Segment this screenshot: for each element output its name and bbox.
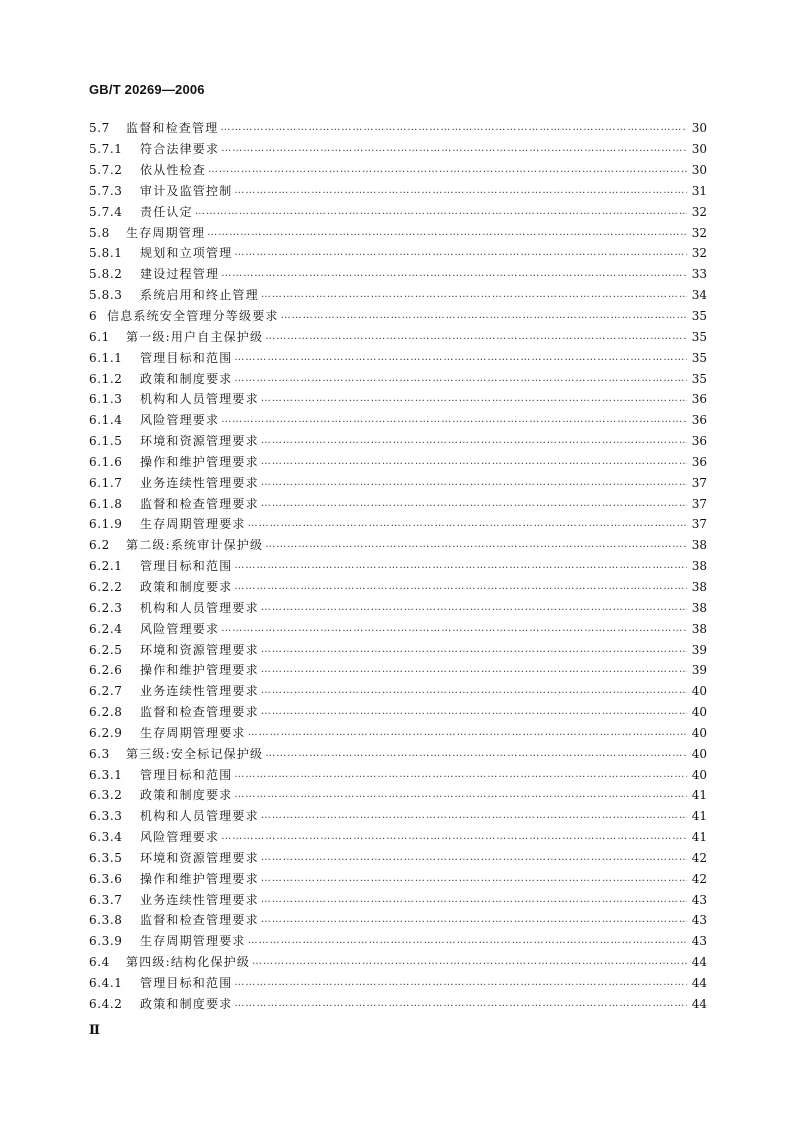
toc-entry-page: 36	[691, 454, 707, 469]
toc-entry-number: 5.8.2	[89, 267, 123, 282]
toc-entry-number: 6.3.3	[89, 809, 123, 824]
toc-leader-dots	[248, 514, 687, 534]
toc-leader-dots	[261, 494, 687, 514]
toc-entry[interactable]	[89, 160, 707, 181]
toc-entry[interactable]	[89, 493, 707, 514]
toc-entry-title: 风险管理要求	[140, 830, 220, 845]
toc-entry-number: 6.2.4	[89, 621, 123, 636]
toc-entry-page: 40	[691, 746, 707, 761]
toc-entry-title: 第三级:安全标记保护级	[126, 746, 264, 761]
toc-entry[interactable]	[89, 389, 707, 410]
toc-entry-number: 6.3	[89, 746, 110, 761]
toc-leader-dots	[265, 744, 687, 764]
toc-leader-dots	[261, 640, 687, 660]
toc-entry-number: 6.2.8	[89, 705, 123, 720]
toc-entry-title: 监督和检查管理要求	[140, 705, 259, 720]
toc-entry-page: 43	[691, 892, 707, 907]
toc-entry-page: 37	[691, 496, 707, 511]
toc-entry-page: 40	[691, 725, 707, 740]
toc-leader-dots	[234, 556, 687, 576]
toc-leader-dots	[261, 890, 687, 910]
toc-entry[interactable]	[89, 285, 707, 306]
toc-entry-title: 管理目标和范围	[140, 767, 233, 782]
toc-leader-dots	[261, 869, 687, 889]
toc-entry-title: 风险管理要求	[140, 621, 220, 636]
toc-entry[interactable]	[89, 660, 707, 681]
toc-leader-dots	[234, 973, 687, 993]
toc-entry-number: 6.4.1	[89, 976, 123, 991]
toc-entry-title: 管理目标和范围	[140, 350, 233, 365]
toc-entry-number: 6.3.6	[89, 871, 123, 886]
toc-entry[interactable]	[89, 889, 707, 910]
toc-entry-number: 6.1.9	[89, 517, 123, 532]
toc-entry-number: 6.2.9	[89, 725, 123, 740]
toc-entry[interactable]	[89, 222, 707, 243]
toc-entry-title: 环境和资源管理要求	[140, 642, 259, 657]
toc-leader-dots	[195, 202, 687, 222]
toc-entry[interactable]	[89, 514, 707, 535]
toc-entry[interactable]	[89, 910, 707, 931]
toc-entry-page: 38	[691, 559, 707, 574]
toc-entry[interactable]	[89, 431, 707, 452]
toc-entry[interactable]	[89, 326, 707, 347]
toc-entry-page: 30	[691, 163, 707, 178]
toc-entry-number: 6.2.5	[89, 642, 123, 657]
toc-entry-title: 环境和资源管理要求	[140, 434, 259, 449]
toc-entry[interactable]	[89, 410, 707, 431]
toc-entry-title: 操作和维护管理要求	[140, 871, 259, 886]
toc-entry[interactable]	[89, 806, 707, 827]
toc-entry-number: 6.2.6	[89, 663, 123, 678]
toc-leader-dots	[261, 285, 687, 305]
toc-entry-title: 业务连续性管理要求	[140, 892, 259, 907]
toc-leader-dots	[261, 848, 687, 868]
toc-entry-page: 38	[691, 579, 707, 594]
toc-entry-title: 责任认定	[140, 204, 193, 219]
toc-leader-dots	[234, 994, 687, 1014]
toc-leader-dots	[261, 431, 687, 451]
toc-entry-title: 生存周期管理要求	[140, 725, 246, 740]
toc-entry-page: 36	[691, 434, 707, 449]
toc-entry[interactable]	[89, 848, 707, 869]
toc-leader-dots	[252, 952, 687, 972]
toc-entry-title: 第二级:系统审计保护级	[126, 538, 264, 553]
toc-entry-page: 41	[691, 788, 707, 803]
toc-leader-dots	[221, 410, 687, 430]
toc-entry[interactable]	[89, 472, 707, 493]
toc-entry-title: 第一级:用户自主保护级	[126, 329, 264, 344]
toc-entry-title: 建设过程管理	[140, 267, 220, 282]
toc-leader-dots	[261, 681, 687, 701]
toc-entry-number: 6.3.8	[89, 913, 123, 928]
toc-entry-title: 监督和检查管理要求	[140, 496, 259, 511]
toc-entry-page: 35	[691, 329, 707, 344]
toc-entry-title: 机构和人员管理要求	[140, 392, 259, 407]
toc-entry-page: 41	[691, 809, 707, 824]
toc-entry[interactable]	[89, 993, 707, 1014]
toc-leader-dots	[261, 473, 687, 493]
toc-entry-number: 6.1.3	[89, 392, 123, 407]
toc-entry[interactable]	[89, 139, 707, 160]
toc-entry-title: 业务连续性管理要求	[140, 475, 259, 490]
toc-entry-title: 政策和制度要求	[140, 788, 233, 803]
toc-entry-page: 42	[691, 871, 707, 886]
toc-entry-page: 42	[691, 850, 707, 865]
toc-entry-page: 32	[691, 246, 707, 261]
toc-entry-title: 操作和维护管理要求	[140, 454, 259, 469]
toc-leader-dots	[248, 723, 687, 743]
toc-entry-page: 37	[691, 517, 707, 532]
toc-entry-title: 监督和检查管理	[126, 121, 219, 136]
toc-entry-number: 6.1.1	[89, 350, 123, 365]
toc-entry-number: 6.1.2	[89, 371, 123, 386]
toc-entry-number: 6.4	[89, 955, 110, 970]
toc-entry-number: 6.3.7	[89, 892, 123, 907]
toc-entry-number: 5.7.3	[89, 183, 123, 198]
toc-leader-dots	[234, 348, 687, 368]
toc-entry-page: 36	[691, 413, 707, 428]
toc-entry-title: 审计及监管控制	[140, 183, 233, 198]
toc-entry[interactable]	[89, 827, 707, 848]
toc-entry[interactable]	[89, 201, 707, 222]
toc-entry[interactable]	[89, 973, 707, 994]
toc-leader-dots	[234, 181, 687, 201]
toc-entry-page: 30	[691, 121, 707, 136]
toc-entry-page: 38	[691, 621, 707, 636]
toc-entry[interactable]	[89, 618, 707, 639]
toc-leader-dots	[221, 827, 687, 847]
toc-entry-page: 40	[691, 684, 707, 699]
toc-entry[interactable]	[89, 306, 707, 327]
toc-entry-title: 信息系统安全管理分等级要求	[107, 309, 279, 324]
toc-entry-page: 38	[691, 600, 707, 615]
toc-entry-number: 5.7.1	[89, 142, 123, 157]
toc-entry-page: 43	[691, 913, 707, 928]
toc-entry[interactable]	[89, 785, 707, 806]
toc-entry-number: 6.3.4	[89, 830, 123, 845]
toc-entry-page: 40	[691, 767, 707, 782]
toc-entry[interactable]	[89, 556, 707, 577]
toc-entry-page: 41	[691, 830, 707, 845]
toc-entry[interactable]	[89, 764, 707, 785]
toc-entry-title: 生存周期管理要求	[140, 934, 246, 949]
toc-entry-title: 机构和人员管理要求	[140, 600, 259, 615]
toc-entry-page: 32	[691, 204, 707, 219]
toc-entry-number: 6.2.1	[89, 559, 123, 574]
toc-entry[interactable]	[89, 639, 707, 660]
toc-entry-title: 生存周期管理要求	[140, 517, 246, 532]
toc-entry-page: 38	[691, 538, 707, 553]
toc-entry-page: 31	[691, 183, 707, 198]
toc-entry-title: 规划和立项管理	[140, 246, 233, 261]
toc-entry-number: 6.2.3	[89, 600, 123, 615]
toc-entry-number: 6.1.8	[89, 496, 123, 511]
toc-entry-page: 37	[691, 475, 707, 490]
toc-leader-dots	[234, 785, 687, 805]
toc-leader-dots	[265, 327, 687, 347]
toc-entry-number: 6.3.2	[89, 788, 123, 803]
toc-leader-dots	[207, 223, 687, 243]
toc-entry-page: 36	[691, 392, 707, 407]
toc-entry-title: 环境和资源管理要求	[140, 850, 259, 865]
toc-entry[interactable]	[89, 597, 707, 618]
toc-entry-title: 业务连续性管理要求	[140, 684, 259, 699]
toc-entry-title: 风险管理要求	[140, 413, 220, 428]
toc-entry-page: 35	[691, 371, 707, 386]
toc-entry[interactable]	[89, 243, 707, 264]
toc-entry-number: 6.1.6	[89, 454, 123, 469]
toc-entry-number: 5.7.2	[89, 163, 123, 178]
toc-entry[interactable]	[89, 181, 707, 202]
toc-entry-number: 6.2.2	[89, 579, 123, 594]
toc-entry-page: 35	[691, 350, 707, 365]
toc-entry-title: 系统启用和终止管理	[140, 288, 259, 303]
toc-entry-number: 6.1.4	[89, 413, 123, 428]
toc-entry-title: 政策和制度要求	[140, 996, 233, 1011]
toc-entry-number: 6	[89, 309, 98, 324]
toc-entry-title: 管理目标和范围	[140, 976, 233, 991]
toc-entry-title: 监督和检查管理要求	[140, 913, 259, 928]
toc-entry[interactable]	[89, 743, 707, 764]
toc-leader-dots	[261, 910, 687, 930]
toc-entry-title: 生存周期管理	[126, 225, 206, 240]
toc-leader-dots	[261, 702, 687, 722]
toc-entry-page: 35	[691, 309, 707, 324]
toc-entry-page: 33	[691, 267, 707, 282]
toc-entry-page: 30	[691, 142, 707, 157]
toc-entry[interactable]	[89, 702, 707, 723]
toc-entry[interactable]	[89, 681, 707, 702]
toc-leader-dots	[234, 369, 687, 389]
toc-entry-page: 40	[691, 705, 707, 720]
toc-leader-dots	[221, 264, 687, 284]
toc-entry-number: 6.2	[89, 538, 110, 553]
toc-leader-dots	[221, 139, 687, 159]
toc-leader-dots	[234, 243, 687, 263]
toc-entry[interactable]	[89, 722, 707, 743]
toc-entry[interactable]	[89, 931, 707, 952]
toc-leader-dots	[234, 765, 687, 785]
toc-entry-title: 机构和人员管理要求	[140, 809, 259, 824]
toc-entry[interactable]	[89, 452, 707, 473]
toc-leader-dots	[221, 619, 687, 639]
toc-entry-number: 6.3.5	[89, 850, 123, 865]
toc-entry[interactable]	[89, 264, 707, 285]
toc-entry-title: 依从性检查	[140, 163, 207, 178]
toc-leader-dots	[261, 660, 687, 680]
document-code-header: GB/T 20269—2006	[89, 82, 205, 97]
toc-entry[interactable]	[89, 535, 707, 556]
toc-leader-dots	[261, 389, 687, 409]
toc-entry-page: 32	[691, 225, 707, 240]
toc-entry-number: 5.7	[89, 121, 110, 136]
toc-entry-number: 5.7.4	[89, 204, 123, 219]
toc-leader-dots	[261, 452, 687, 472]
toc-leader-dots	[261, 598, 687, 618]
toc-entry-page: 39	[691, 663, 707, 678]
toc-entry-page: 43	[691, 934, 707, 949]
toc-entry-page: 44	[691, 955, 707, 970]
toc-entry-number: 6.1.7	[89, 475, 123, 490]
toc-entry-number: 5.8.3	[89, 288, 123, 303]
toc-entry[interactable]	[89, 347, 707, 368]
toc-entry-number: 6.1	[89, 329, 110, 344]
toc-entry-number: 6.4.2	[89, 996, 123, 1011]
toc-entry-page: 44	[691, 976, 707, 991]
toc-entry-title: 政策和制度要求	[140, 579, 233, 594]
toc-entry[interactable]	[89, 118, 707, 139]
toc-entry-title: 第四级:结构化保护级	[126, 955, 251, 970]
toc-entry-page: 34	[691, 288, 707, 303]
toc-leader-dots	[281, 306, 687, 326]
toc-entry-title: 操作和维护管理要求	[140, 663, 259, 678]
toc-entry-number: 5.8	[89, 225, 110, 240]
toc-entry-number: 5.8.1	[89, 246, 123, 261]
toc-entry-title: 符合法律要求	[140, 142, 220, 157]
toc-entry-number: 6.3.9	[89, 934, 123, 949]
toc-leader-dots	[265, 535, 687, 555]
toc-leader-dots	[220, 118, 687, 138]
toc-entry-page: 39	[691, 642, 707, 657]
toc-entry[interactable]	[89, 368, 707, 389]
toc-leader-dots	[261, 806, 687, 826]
toc-leader-dots	[248, 931, 687, 951]
toc-entry[interactable]	[89, 868, 707, 889]
table-of-contents	[89, 118, 707, 1014]
toc-leader-dots	[234, 577, 687, 597]
page-number-footer: Ⅱ	[89, 1022, 100, 1037]
toc-entry-title: 政策和制度要求	[140, 371, 233, 386]
toc-leader-dots	[208, 160, 687, 180]
toc-entry-number: 6.3.1	[89, 767, 123, 782]
toc-entry-title: 管理目标和范围	[140, 559, 233, 574]
toc-entry[interactable]	[89, 577, 707, 598]
toc-entry-number: 6.2.7	[89, 684, 123, 699]
toc-entry-number: 6.1.5	[89, 434, 123, 449]
toc-entry-page: 44	[691, 996, 707, 1011]
toc-entry[interactable]	[89, 952, 707, 973]
